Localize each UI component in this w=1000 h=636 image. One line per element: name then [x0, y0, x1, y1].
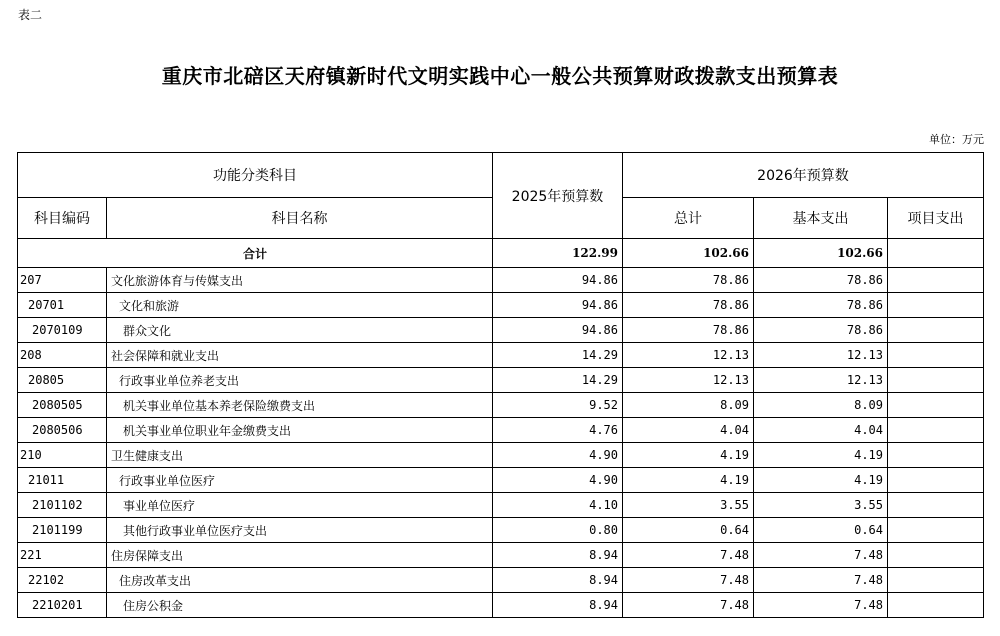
row-basic: 4.04	[754, 418, 888, 443]
row-code: 2070109	[18, 318, 107, 343]
row-total: 8.09	[623, 393, 754, 418]
row-basic: 4.19	[754, 468, 888, 493]
table-row	[18, 343, 984, 368]
row-code: 221	[18, 543, 107, 568]
row-basic: 78.86	[754, 268, 888, 293]
row-basic: 7.48	[754, 593, 888, 618]
row-2025: 4.76	[493, 418, 623, 443]
row-project	[888, 268, 984, 293]
total-row	[18, 239, 984, 268]
row-name: 行政事业单位医疗	[107, 468, 493, 493]
total-label: 合计	[18, 239, 493, 268]
col-basic-header: 基本支出	[754, 198, 888, 239]
row-project	[888, 493, 984, 518]
row-project	[888, 543, 984, 568]
row-name: 机关事业单位职业年金缴费支出	[107, 418, 493, 443]
table-row	[18, 368, 984, 393]
row-2025: 14.29	[493, 368, 623, 393]
row-2025: 94.86	[493, 268, 623, 293]
row-total: 12.13	[623, 343, 754, 368]
row-code: 2080506	[18, 418, 107, 443]
header-row-1	[18, 153, 984, 198]
unit-label: 单位：万元	[929, 133, 984, 146]
row-name: 住房改革支出	[107, 568, 493, 593]
row-code: 2101199	[18, 518, 107, 543]
row-total: 78.86	[623, 293, 754, 318]
row-2025: 8.94	[493, 568, 623, 593]
table-row	[18, 568, 984, 593]
row-total: 78.86	[623, 268, 754, 293]
table-row	[18, 393, 984, 418]
row-code: 2101102	[18, 493, 107, 518]
row-total: 12.13	[623, 368, 754, 393]
row-project	[888, 343, 984, 368]
row-code: 2080505	[18, 393, 107, 418]
row-project	[888, 568, 984, 593]
row-name: 社会保障和就业支出	[107, 343, 493, 368]
table-row	[18, 543, 984, 568]
budget-table	[17, 152, 984, 618]
row-2025: 4.90	[493, 468, 623, 493]
row-basic: 12.13	[754, 368, 888, 393]
table-row	[18, 418, 984, 443]
row-total: 4.04	[623, 418, 754, 443]
row-basic: 7.48	[754, 568, 888, 593]
row-name: 卫生健康支出	[107, 443, 493, 468]
row-2025: 94.86	[493, 293, 623, 318]
total-project	[888, 239, 984, 268]
table-number-label: 表二	[18, 8, 43, 22]
row-basic: 8.09	[754, 393, 888, 418]
row-basic: 78.86	[754, 318, 888, 343]
row-code: 20805	[18, 368, 107, 393]
row-2025: 4.10	[493, 493, 623, 518]
col-code-header: 科目编码	[18, 198, 107, 239]
row-2025: 0.80	[493, 518, 623, 543]
row-2025: 9.52	[493, 393, 623, 418]
table-row	[18, 468, 984, 493]
row-total: 7.48	[623, 543, 754, 568]
row-basic: 12.13	[754, 343, 888, 368]
row-code: 22102	[18, 568, 107, 593]
row-total: 4.19	[623, 468, 754, 493]
row-basic: 4.19	[754, 443, 888, 468]
row-project	[888, 293, 984, 318]
row-total: 3.55	[623, 493, 754, 518]
row-name: 机关事业单位基本养老保险缴费支出	[107, 393, 493, 418]
table-row	[18, 318, 984, 343]
row-project	[888, 318, 984, 343]
row-basic: 7.48	[754, 543, 888, 568]
document-title: 重庆市北碚区天府镇新时代文明实践中心一般公共预算财政拨款支出预算表	[161, 64, 839, 88]
row-code: 20701	[18, 293, 107, 318]
row-project	[888, 468, 984, 493]
table-row	[18, 443, 984, 468]
row-name: 事业单位医疗	[107, 493, 493, 518]
row-project	[888, 518, 984, 543]
row-project	[888, 593, 984, 618]
row-2025: 4.90	[493, 443, 623, 468]
row-total: 7.48	[623, 593, 754, 618]
row-project	[888, 418, 984, 443]
col-project-header: 项目支出	[888, 198, 984, 239]
row-name: 行政事业单位养老支出	[107, 368, 493, 393]
row-2025: 94.86	[493, 318, 623, 343]
table-row	[18, 268, 984, 293]
row-total: 78.86	[623, 318, 754, 343]
row-basic: 78.86	[754, 293, 888, 318]
row-total: 4.19	[623, 443, 754, 468]
total-total: 102.66	[623, 239, 754, 268]
col-total-header: 总计	[623, 198, 754, 239]
table-row	[18, 518, 984, 543]
row-code: 21011	[18, 468, 107, 493]
col-2025-header: 2025年预算数	[493, 153, 623, 239]
row-2025: 14.29	[493, 343, 623, 368]
row-basic: 3.55	[754, 493, 888, 518]
table-row	[18, 493, 984, 518]
table-row	[18, 593, 984, 618]
total-basic: 102.66	[754, 239, 888, 268]
row-2025: 8.94	[493, 593, 623, 618]
col-name-header: 科目名称	[107, 198, 493, 239]
row-project	[888, 393, 984, 418]
col-2026-header: 2026年预算数	[623, 153, 984, 198]
row-project	[888, 368, 984, 393]
row-name: 其他行政事业单位医疗支出	[107, 518, 493, 543]
row-code: 207	[18, 268, 107, 293]
row-total: 7.48	[623, 568, 754, 593]
row-code: 208	[18, 343, 107, 368]
total-2025: 122.99	[493, 239, 623, 268]
row-name: 住房保障支出	[107, 543, 493, 568]
row-project	[888, 443, 984, 468]
row-name: 文化和旅游	[107, 293, 493, 318]
row-name: 文化旅游体育与传媒支出	[107, 268, 493, 293]
functional-group-header: 功能分类科目	[18, 153, 493, 198]
row-2025: 8.94	[493, 543, 623, 568]
row-name: 群众文化	[107, 318, 493, 343]
table-row	[18, 293, 984, 318]
row-code: 210	[18, 443, 107, 468]
row-total: 0.64	[623, 518, 754, 543]
row-code: 2210201	[18, 593, 107, 618]
row-name: 住房公积金	[107, 593, 493, 618]
row-basic: 0.64	[754, 518, 888, 543]
